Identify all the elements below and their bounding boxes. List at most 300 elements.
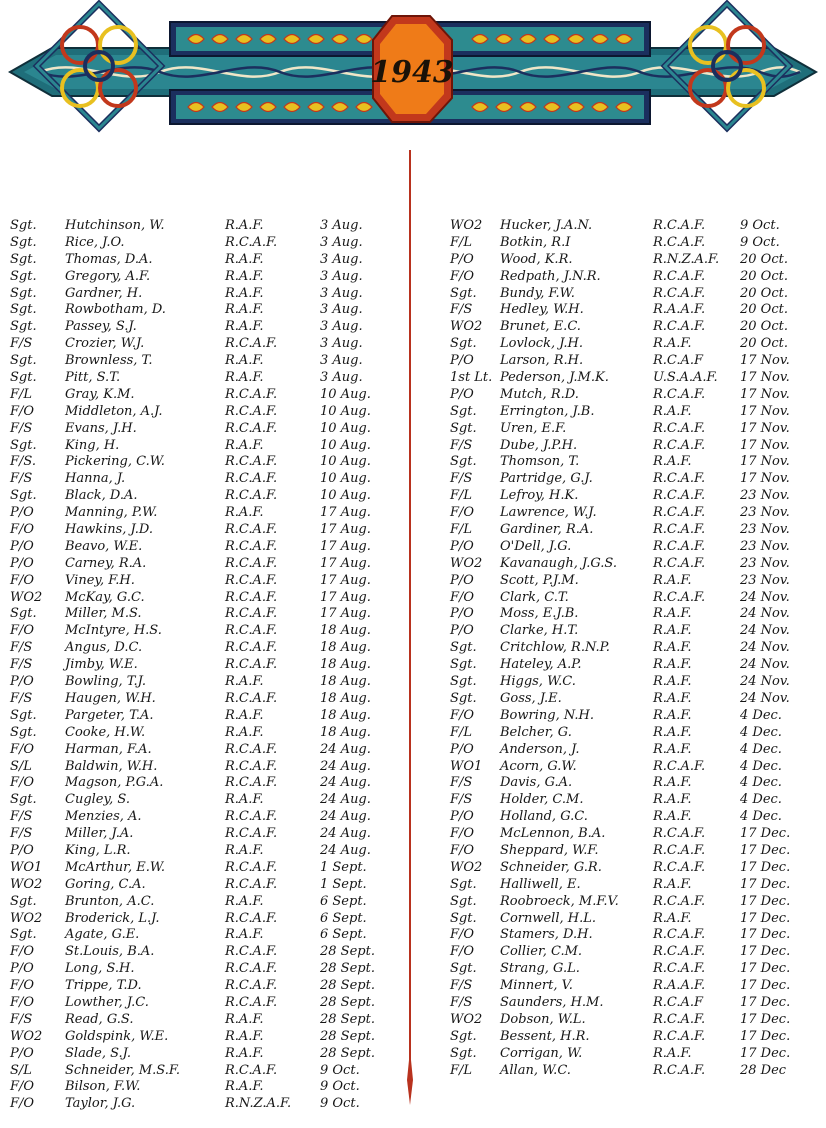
roster-force: R.A.F. (653, 707, 692, 723)
roster-force: R.C.A.F. (225, 978, 278, 994)
roster-rank: Sgt. (10, 251, 37, 267)
roster-row (10, 488, 395, 505)
roster-row (450, 674, 820, 691)
roster-rank: P/O (10, 842, 34, 858)
roster-row (10, 319, 395, 336)
roster-date: 6 Sept. (320, 927, 367, 943)
roster-row (450, 454, 820, 471)
roster-rank: F/S (450, 437, 473, 453)
roster-date: 23 Nov. (740, 505, 790, 521)
roster-name: Cornwell, H.L. (500, 910, 596, 926)
roster-name: Broderick, L.J. (65, 910, 160, 926)
roster-row (10, 286, 395, 303)
roster-row (10, 961, 395, 978)
roster-date: 3 Aug. (320, 268, 363, 284)
roster-force: R.A.F. (225, 1011, 264, 1027)
roster-rank: Sgt. (10, 927, 37, 943)
roster-force: R.C.A.F. (653, 826, 706, 842)
roster-name: Passey, S.J. (65, 319, 137, 335)
roster-force: R.A.F. (225, 370, 264, 386)
roster-date: 4 Dec. (740, 775, 782, 791)
roster-row (450, 353, 820, 370)
roster-rank: F/O (10, 403, 35, 419)
roster-row (10, 759, 395, 776)
roster-rank: WO2 (450, 218, 483, 233)
roster-row (10, 454, 395, 471)
roster-force: R.A.F. (653, 657, 692, 673)
roster-rank: Sgt. (450, 640, 477, 656)
roster-rank: F/S (10, 336, 33, 352)
roster-force: R.C.A.F. (653, 927, 706, 943)
roster-date: 3 Aug. (320, 218, 363, 233)
roster-rank: F/O (450, 505, 475, 521)
roster-date: 17 Nov. (740, 420, 790, 436)
roster-force: R.A.F. (653, 336, 692, 352)
roster-date: 24 Nov. (740, 589, 790, 605)
roster-row (450, 826, 820, 843)
roster-force: R.A.F. (653, 572, 692, 588)
roster-force: R.A.F. (225, 1045, 264, 1061)
roster-row (450, 708, 820, 725)
roster-date: 17 Nov. (740, 437, 790, 453)
roster-row (450, 792, 820, 809)
roster-name: Goring, C.A. (65, 876, 146, 892)
roster-rank: Sgt. (450, 876, 477, 892)
roster-date: 17 Aug. (320, 555, 371, 571)
roster-name: Rice, J.O. (65, 234, 125, 250)
roster-force: R.A.F. (653, 792, 692, 808)
roster-name: St.Louis, B.A. (65, 944, 155, 960)
roster-date: 4 Dec. (740, 741, 782, 757)
roster-date: 6 Sept. (320, 910, 367, 926)
roster-rank: Sgt. (10, 792, 37, 808)
roster-row (10, 556, 395, 573)
roster-date: 20 Oct. (740, 251, 788, 267)
roster-date: 24 Nov. (740, 690, 790, 706)
roster-name: Pitt, S.T. (65, 370, 121, 386)
roster-row (10, 725, 395, 742)
roster-force: R.A.F. (653, 775, 692, 791)
roster-force: R.A.F. (225, 1079, 264, 1095)
roster-name: Hedley, W.H. (500, 302, 584, 318)
roster-name: Thomson, T. (500, 454, 580, 470)
roster-name: Scott, P.J.M. (500, 572, 579, 588)
roster-rank: WO2 (10, 1028, 43, 1044)
roster-rank: 1st Lt. (450, 370, 493, 386)
roster-date: 23 Nov. (740, 555, 790, 571)
roster-date: 17 Aug. (320, 589, 371, 605)
year-label: 1943 (370, 55, 454, 90)
roster-force: R.A.F. (653, 1045, 692, 1061)
roster-rank: WO2 (10, 589, 43, 605)
roster-force: R.C.A.F. (653, 488, 706, 504)
roster-name: Acorn, G.W. (500, 758, 577, 774)
roster-row (450, 877, 820, 894)
roster-force: R.A.F. (225, 505, 264, 521)
year-medallion (370, 16, 454, 122)
roster-row (10, 336, 395, 353)
roster-date: 10 Aug. (320, 386, 371, 402)
roster-force: R.A.F. (225, 707, 264, 723)
roster-name: Strang, G.L. (500, 961, 580, 977)
roster-force: R.A.F. (225, 927, 264, 943)
roster-name: Goss, J.E. (500, 690, 562, 706)
roster-rank: P/O (450, 741, 474, 757)
roster-force: R.C.A.F. (225, 623, 278, 639)
roster-row (450, 1063, 820, 1080)
roster-row (450, 911, 820, 928)
roster-name: Stamers, D.H. (500, 927, 593, 943)
roster-rank: P/O (450, 606, 474, 622)
roster-row (450, 725, 820, 742)
roster-name: Holland, G.C. (500, 809, 588, 825)
roster-rank: F/O (450, 589, 475, 605)
roster-row (450, 218, 820, 235)
roster-force: R.A.F. (225, 437, 264, 453)
roster-force: R.C.A.F. (225, 826, 278, 842)
roster-force: R.C.A.F. (225, 859, 278, 875)
roster-name: Agate, G.E. (65, 927, 140, 943)
roster-rank: F/S (10, 657, 33, 673)
roster-rank: WO2 (10, 876, 43, 892)
roster-row (10, 708, 395, 725)
roster-name: McIntyre, H.S. (65, 623, 162, 639)
roster-name: Gregory, A.F. (65, 268, 151, 284)
roster-force: R.A.F. (653, 403, 692, 419)
roster-name: Hutchinson, W. (65, 218, 165, 233)
roster-name: Beavo, W.E. (65, 538, 143, 554)
roster-name: King, L.R. (65, 842, 131, 858)
roster-name: Magson, P.G.A. (65, 775, 164, 791)
roster-name: Manning, P.W. (65, 505, 158, 521)
roster-date: 23 Nov. (740, 488, 790, 504)
roster-force: R.C.A.F. (225, 944, 278, 960)
roster-date: 17 Nov. (740, 454, 790, 470)
roster-date: 17 Aug. (320, 505, 371, 521)
roster-rank: Sgt. (450, 961, 477, 977)
roster-date: 3 Aug. (320, 251, 363, 267)
roster-name: Collier, C.M. (500, 944, 583, 960)
roster-row (10, 995, 395, 1012)
roster-rank: P/O (10, 538, 34, 554)
roster-date: 18 Aug. (320, 707, 371, 723)
roster-force: R.C.A.F. (653, 961, 706, 977)
roster-force: R.C.A.F. (225, 336, 278, 352)
roster-date: 28 Sept. (320, 1045, 375, 1061)
roster-rank: Sgt. (10, 353, 37, 369)
roster-row (10, 218, 395, 235)
roster-row (450, 944, 820, 961)
roster-rank: P/O (10, 505, 34, 521)
roster-force: R.C.A.F. (653, 505, 706, 521)
roster-row (10, 1079, 395, 1096)
roster-date: 6 Sept. (320, 893, 367, 909)
roster-row (450, 505, 820, 522)
roster-force: R.C.A.F. (225, 454, 278, 470)
roster-row (10, 860, 395, 877)
roster-row (450, 623, 820, 640)
roster-name: Minnert, V. (500, 978, 573, 994)
roster-date: 17 Aug. (320, 572, 371, 588)
roster-name: Jimby, W.E. (65, 657, 138, 673)
roster-rank: F/L (450, 724, 473, 740)
roster-name: Clark, C.T. (500, 589, 569, 605)
roster-name: Trippe, T.D. (65, 978, 142, 994)
roster-rank: F/O (10, 522, 35, 538)
roster-rank: F/S (10, 690, 33, 706)
roster-row (10, 674, 395, 691)
roster-row (450, 590, 820, 607)
roster-rank: F/O (450, 826, 475, 842)
roster-name: Lowther, J.C. (65, 994, 149, 1010)
roster-rank: F/O (450, 927, 475, 943)
roster-date: 28 Sept. (320, 961, 375, 977)
roster-rank: P/O (450, 353, 474, 369)
roster-date: 4 Dec. (740, 707, 782, 723)
roster-name: Uren, E.F. (500, 420, 567, 436)
roster-rank: F/S. (10, 454, 36, 470)
roster-force: R.A.F. (653, 606, 692, 622)
roster-date: 4 Dec. (740, 792, 782, 808)
roster-row (10, 978, 395, 995)
roster-date: 24 Aug. (320, 809, 371, 825)
roster-date: 17 Nov. (740, 353, 790, 369)
roster-row (450, 691, 820, 708)
roster-rank: F/O (450, 944, 475, 960)
roster-rank: F/L (10, 386, 33, 402)
roster-rank: F/O (10, 572, 35, 588)
roster-name: Critchlow, R.N.P. (500, 640, 610, 656)
roster-row (450, 488, 820, 505)
roster-rank: F/S (450, 994, 473, 1010)
roster-row (10, 742, 395, 759)
roster-date: 23 Nov. (740, 572, 790, 588)
roster-force: R.C.A.F. (653, 319, 706, 335)
roster-date: 1 Sept. (320, 859, 367, 875)
roster-rank: F/O (10, 623, 35, 639)
roster-row (10, 877, 395, 894)
roster-name: Hucker, J.A.N. (500, 218, 593, 233)
roster-row (450, 269, 820, 286)
roster-name: Brunton, A.C. (65, 893, 155, 909)
roster-force: R.A.F. (653, 876, 692, 892)
roster-rank: Sgt. (450, 285, 477, 301)
roster-rank: WO1 (450, 758, 483, 774)
roster-force: R.C.A.F. (653, 234, 706, 250)
roster-rank: Sgt. (450, 403, 477, 419)
roster-force: R.C.A.F. (225, 420, 278, 436)
roster-force: R.A.F. (225, 268, 264, 284)
roster-name: Lovlock, J.H. (500, 336, 584, 352)
roster-rank: P/O (450, 623, 474, 639)
roster-name: Dube, J.P.H. (500, 437, 578, 453)
roster-row (10, 590, 395, 607)
roster-force: R.C.A.F. (225, 775, 278, 791)
roster-name: Taylor, J.G. (65, 1096, 136, 1112)
roster-row (10, 894, 395, 911)
roster-date: 20 Oct. (740, 336, 788, 352)
roster-date: 17 Dec. (740, 978, 791, 994)
roster-force: R.C.A.F. (225, 589, 278, 605)
roster-date: 18 Aug. (320, 674, 371, 690)
roster-date: 17 Dec. (740, 1045, 791, 1061)
roster-force: R.C.A.F. (225, 690, 278, 706)
roster-rank: P/O (450, 809, 474, 825)
roster-row (10, 353, 395, 370)
roster-row (450, 539, 820, 556)
roster-rank: F/L (450, 488, 473, 504)
roster-force: R.C.A.F. (653, 758, 706, 774)
roster-date: 10 Aug. (320, 403, 371, 419)
roster-date: 17 Dec. (740, 910, 791, 926)
roster-date: 3 Aug. (320, 302, 363, 318)
roster-date: 17 Nov. (740, 403, 790, 419)
roster-row (10, 657, 395, 674)
roster-name: Larson, R.H. (500, 353, 584, 369)
roster-force: R.C.A.F. (225, 471, 278, 487)
roster-rank: P/O (450, 386, 474, 402)
roster-rank: WO2 (450, 1011, 483, 1027)
roster-rank: F/S (450, 302, 473, 318)
roster-row (10, 1096, 395, 1113)
roster-name: McArthur, E.W. (65, 859, 166, 875)
roster-row (10, 1046, 395, 1063)
roster-row (450, 302, 820, 319)
roster-rank: F/S (450, 471, 473, 487)
roster-row (10, 404, 395, 421)
roster-date: 3 Aug. (320, 319, 363, 335)
roster-force: R.N.Z.A.F. (653, 251, 720, 267)
roster-name: Roobroeck, M.F.V. (500, 893, 619, 909)
roster-date: 3 Aug. (320, 370, 363, 386)
roster-name: Belcher, G. (500, 724, 572, 740)
roster-row (450, 640, 820, 657)
roster-force: R.C.A.F. (225, 758, 278, 774)
roster-date: 17 Aug. (320, 522, 371, 538)
roster-date: 18 Aug. (320, 724, 371, 740)
roster-row (10, 573, 395, 590)
roster-row (450, 742, 820, 759)
roster-name: Crozier, W.J. (65, 336, 145, 352)
roster-rank: Sgt. (450, 893, 477, 909)
roster-name: Brownless, T. (65, 353, 153, 369)
roster-name: Gardner, H. (65, 285, 143, 301)
roster-rank: Sgt. (450, 674, 477, 690)
roster-row (450, 336, 820, 353)
roster-row (450, 775, 820, 792)
roster-rank: F/O (10, 1079, 35, 1095)
roster-force: R.C.A.F. (225, 606, 278, 622)
roster-force: R.C.A.F. (653, 538, 706, 554)
roster-rank: F/O (10, 1096, 35, 1112)
roster-rank: Sgt. (10, 234, 37, 250)
roster-row (10, 927, 395, 944)
roster-name: Clarke, H.T. (500, 623, 579, 639)
roster-date: 17 Dec. (740, 1028, 791, 1044)
roster-row (10, 302, 395, 319)
roster-force: R.C.A.F. (653, 386, 706, 402)
roster-name: Halliwell, E. (500, 876, 581, 892)
roster-name: Gray, K.M. (65, 386, 135, 402)
roster-rank: F/O (10, 775, 35, 791)
roster-name: Lawrence, W.J. (500, 505, 597, 521)
roster-row (10, 235, 395, 252)
roster-rank: Sgt. (10, 724, 37, 740)
roster-name: Rowbotham, D. (65, 302, 166, 318)
roster-force: R.C.A.F. (653, 859, 706, 875)
roster-force: R.A.F. (225, 285, 264, 301)
roster-name: Anderson, J. (500, 741, 580, 757)
roster-row (10, 792, 395, 809)
roster-rank: F/O (10, 944, 35, 960)
roster-rank: Sgt. (450, 420, 477, 436)
roster-row (450, 522, 820, 539)
roster-name: McLennon, B.A. (500, 826, 606, 842)
roster-name: Miller, J.A. (65, 826, 134, 842)
roster-rank: F/L (450, 234, 473, 250)
roster-name: Cugley, S. (65, 792, 130, 808)
roster-date: 17 Dec. (740, 1011, 791, 1027)
roster-rank: F/O (10, 741, 35, 757)
roster-rank: F/S (450, 792, 473, 808)
roster-row (10, 1063, 395, 1080)
roster-name: Cooke, H.W. (65, 724, 146, 740)
roster-date: 24 Nov. (740, 657, 790, 673)
roster-force: R.A.F. (225, 724, 264, 740)
roster-date: 24 Aug. (320, 792, 371, 808)
roster-rank: F/L (450, 522, 473, 538)
roster-name: Schneider, M.S.F. (65, 1062, 180, 1078)
roster-name: Schneider, G.R. (500, 859, 602, 875)
roster-rank: Sgt. (10, 606, 37, 622)
roster-date: 3 Aug. (320, 353, 363, 369)
roster-rank: WO2 (450, 859, 483, 875)
roster-force: R.C.A.F. (225, 1062, 278, 1078)
roster-row (450, 556, 820, 573)
roster-name: Middleton, A.J. (65, 403, 163, 419)
roster-force: R.C.A.F. (225, 640, 278, 656)
roster-force: R.A.F. (653, 690, 692, 706)
roster-name: Bessent, H.R. (500, 1028, 590, 1044)
roster-rank: F/S (450, 978, 473, 994)
roster-force: R.C.A.F. (653, 420, 706, 436)
roster-date: 17 Aug. (320, 606, 371, 622)
roster-name: Hawkins, J.D. (65, 522, 153, 538)
roster-rank: WO1 (10, 859, 43, 875)
roster-force: R.A.F. (653, 910, 692, 926)
roster-name: Menzies, A. (65, 809, 142, 825)
roster-date: 18 Aug. (320, 657, 371, 673)
roster-force: R.A.F. (225, 353, 264, 369)
roster-force: R.A.F. (225, 218, 264, 233)
roster-force: R.C.A.F. (225, 876, 278, 892)
roster-row (450, 809, 820, 826)
roster-row (450, 387, 820, 404)
roster-date: 17 Dec. (740, 859, 791, 875)
roster-date: 24 Nov. (740, 606, 790, 622)
roster-row (450, 252, 820, 269)
roster-row (10, 809, 395, 826)
roster-row (450, 573, 820, 590)
roster-rank: WO2 (450, 555, 483, 571)
ornamental-banner (0, 0, 826, 150)
roster-row (10, 269, 395, 286)
roster-rank: Sgt. (10, 302, 37, 318)
roster-row (450, 421, 820, 438)
roster-force: R.A.F. (225, 1028, 264, 1044)
roster-row (450, 286, 820, 303)
roster-rank: F/S (10, 420, 33, 436)
